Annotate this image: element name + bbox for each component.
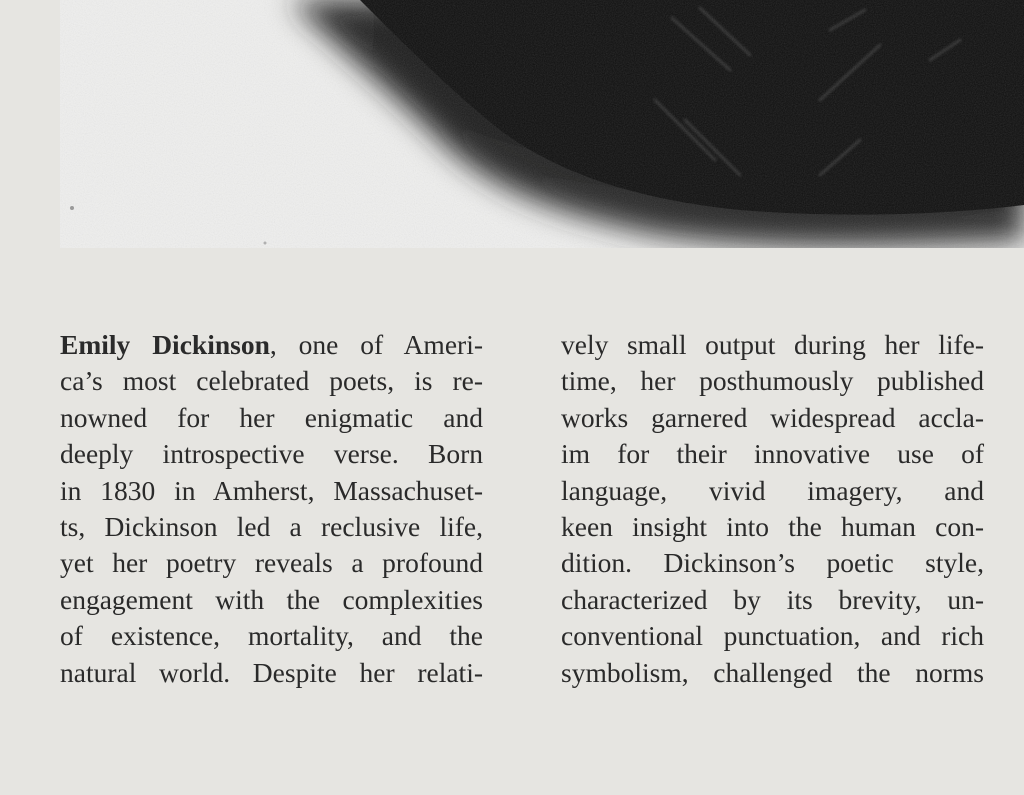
article-column-right: [561, 327, 984, 691]
subject-name: Emily Dickinson: [60, 329, 270, 360]
article-line: ts, Dickinson led a reclusive life,: [60, 510, 483, 542]
article-line: keen insight into the human con-: [561, 510, 984, 542]
article-line: yet her poetry reveals a profound: [60, 547, 483, 579]
portrait-photo: [60, 0, 1024, 248]
article-line: characterized by its brevity, un-: [561, 583, 984, 615]
article-line: of existence, mortality, and the: [60, 620, 483, 652]
article-line: deeply introspective verse. Born: [60, 438, 483, 470]
article-line: time, her posthumously published: [561, 365, 984, 397]
article-line: dition. Dickinson’s poetic style,: [561, 547, 984, 579]
article-line: engagement with the complexities: [60, 583, 483, 615]
article-line: nowned for her enigmatic and: [60, 401, 483, 433]
article-line: works garnered widespread accla-: [561, 401, 984, 433]
article-line-text: , one of Ameri-: [269, 329, 483, 360]
article-line: symbolism, challenged the norms: [561, 656, 984, 688]
article-line-first: [60, 327, 483, 363]
article-line: conventional punctuation, and rich: [561, 620, 984, 652]
article-line: ca’s most celebrated poets, is re-: [60, 365, 483, 397]
article-line: language, vivid imagery, and: [561, 474, 984, 506]
article-line: in 1830 in Amherst, Massachuset-: [60, 474, 483, 506]
portrait-photo-image: [60, 0, 1024, 248]
article-line: vely small output during her life-: [561, 329, 984, 360]
article-column-left: [60, 327, 483, 691]
article-line: natural world. Despite her relati-: [60, 656, 483, 688]
article-line: im for their innovative use of: [561, 438, 984, 470]
